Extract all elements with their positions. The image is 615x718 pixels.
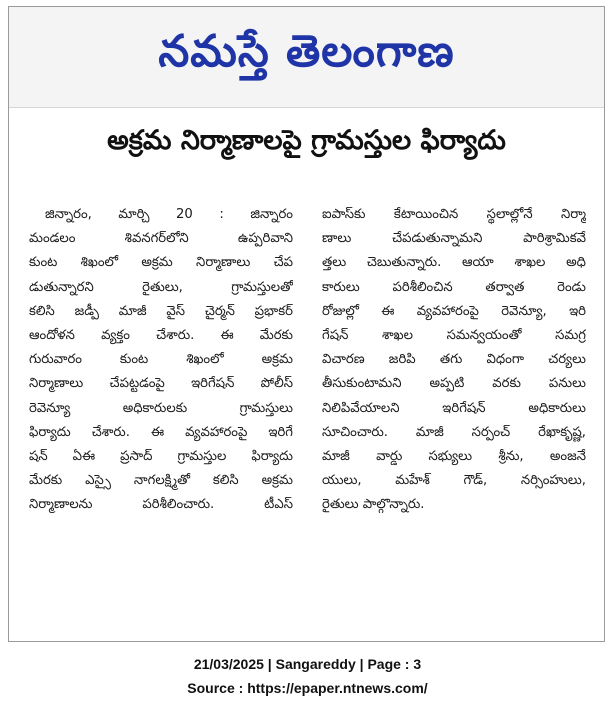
text-line: ఆందోళన వ్యక్తం చేశారు. ఈ మేరకు <box>29 327 293 343</box>
source-link: Source : https://epaper.ntnews.com/ <box>187 680 428 696</box>
text-line: త్తలు చెబుతున్నారు. ఆయా శాఖల అధి <box>322 255 586 271</box>
text-line: మాజీ వార్డు సభ్యులు శ్రీను, అంజనే <box>322 448 586 464</box>
text-line: నిలిపివేయాలని ఇరిగేషన్ అధికారులు <box>322 400 586 416</box>
publication-meta: 21/03/2025 | Sangareddy | Page : 3 <box>193 656 422 672</box>
text-line: రెవెన్యూ అధికారులకు గ్రామస్తులు <box>29 400 293 416</box>
masthead-logo: నమస్తే తెలంగాణ <box>158 26 455 77</box>
article-column-right <box>322 203 586 563</box>
text-line: డుతున్నారని రైతులు, గ్రామస్తులతో <box>29 279 293 295</box>
text-line: విచారణ జరిపి తగు విధంగా చర్యలు <box>322 352 586 368</box>
text-line: ణాలు చేపడుతున్నామని పారిశ్రామికవే <box>322 231 586 247</box>
text-line: కుంట శిఖంలో అక్రమ నిర్మాణాలు చేప <box>29 255 293 271</box>
article-headline: అక్రమ నిర్మాణాలపై గ్రామస్తుల ఫిర్యాదు <box>107 125 506 156</box>
text-line: నిర్మాణాలు చేపట్టడంపై ఇరిగేషన్ పోలీస్ <box>29 376 293 392</box>
text-line: తీసుకుంటామని అప్పటి వరకు పనులు <box>322 376 586 392</box>
article-body <box>29 203 586 563</box>
text-line: గురువారం కుంట శిఖంలో అక్రమ <box>29 352 293 368</box>
text-line: మండలం శివనగర్‌లోని ఉప్పరివాని <box>29 231 293 247</box>
article-column-left <box>29 203 293 563</box>
text-line: కారులు పరిశీలించిన తర్వాత రెండు <box>322 279 586 295</box>
text-line: సూచించారు. మాజీ సర్పంచ్ రేఖాకృష్ణ, <box>322 424 586 440</box>
text-line: నిర్మాణాలను పరిశీలించారు. టీఎస్ <box>29 497 293 513</box>
text-line: కలిసి జడ్పీ మాజీ వైస్ చైర్మన్ ప్రభాకర్ <box>29 303 293 319</box>
text-line: మేరకు ఎస్సై నాగలక్ష్మితో కలిసి అక్రమ <box>29 473 293 489</box>
text-line: షన్ ఏఈ ప్రసాద్ గ్రామస్తుల ఫిర్యాదు <box>29 448 293 464</box>
text-line: గేషన్ శాఖల సమన్వయంతో సమగ్ర <box>322 327 586 343</box>
text-line: ఫిర్యాదు చేశారు. ఈ వ్యవహారంపై ఇరిగే <box>29 424 293 440</box>
news-clipping <box>8 6 605 642</box>
text-line: ఐపాస్‌కు కేటాయించిన స్థలాల్లోనే నిర్మా <box>322 207 586 222</box>
text-line: రైతులు పాల్గొన్నారు. <box>322 497 425 513</box>
text-line: యులు, మహేశ్ గౌడ్, నర్సింహులు, <box>322 473 586 489</box>
text-line: జిన్నారం, మార్చి 20 : జిన్నారం <box>45 207 293 222</box>
masthead <box>9 7 604 108</box>
text-line: రోజుల్లో ఈ వ్యవహారంపై రెవెన్యూ, ఇరి <box>322 303 586 319</box>
